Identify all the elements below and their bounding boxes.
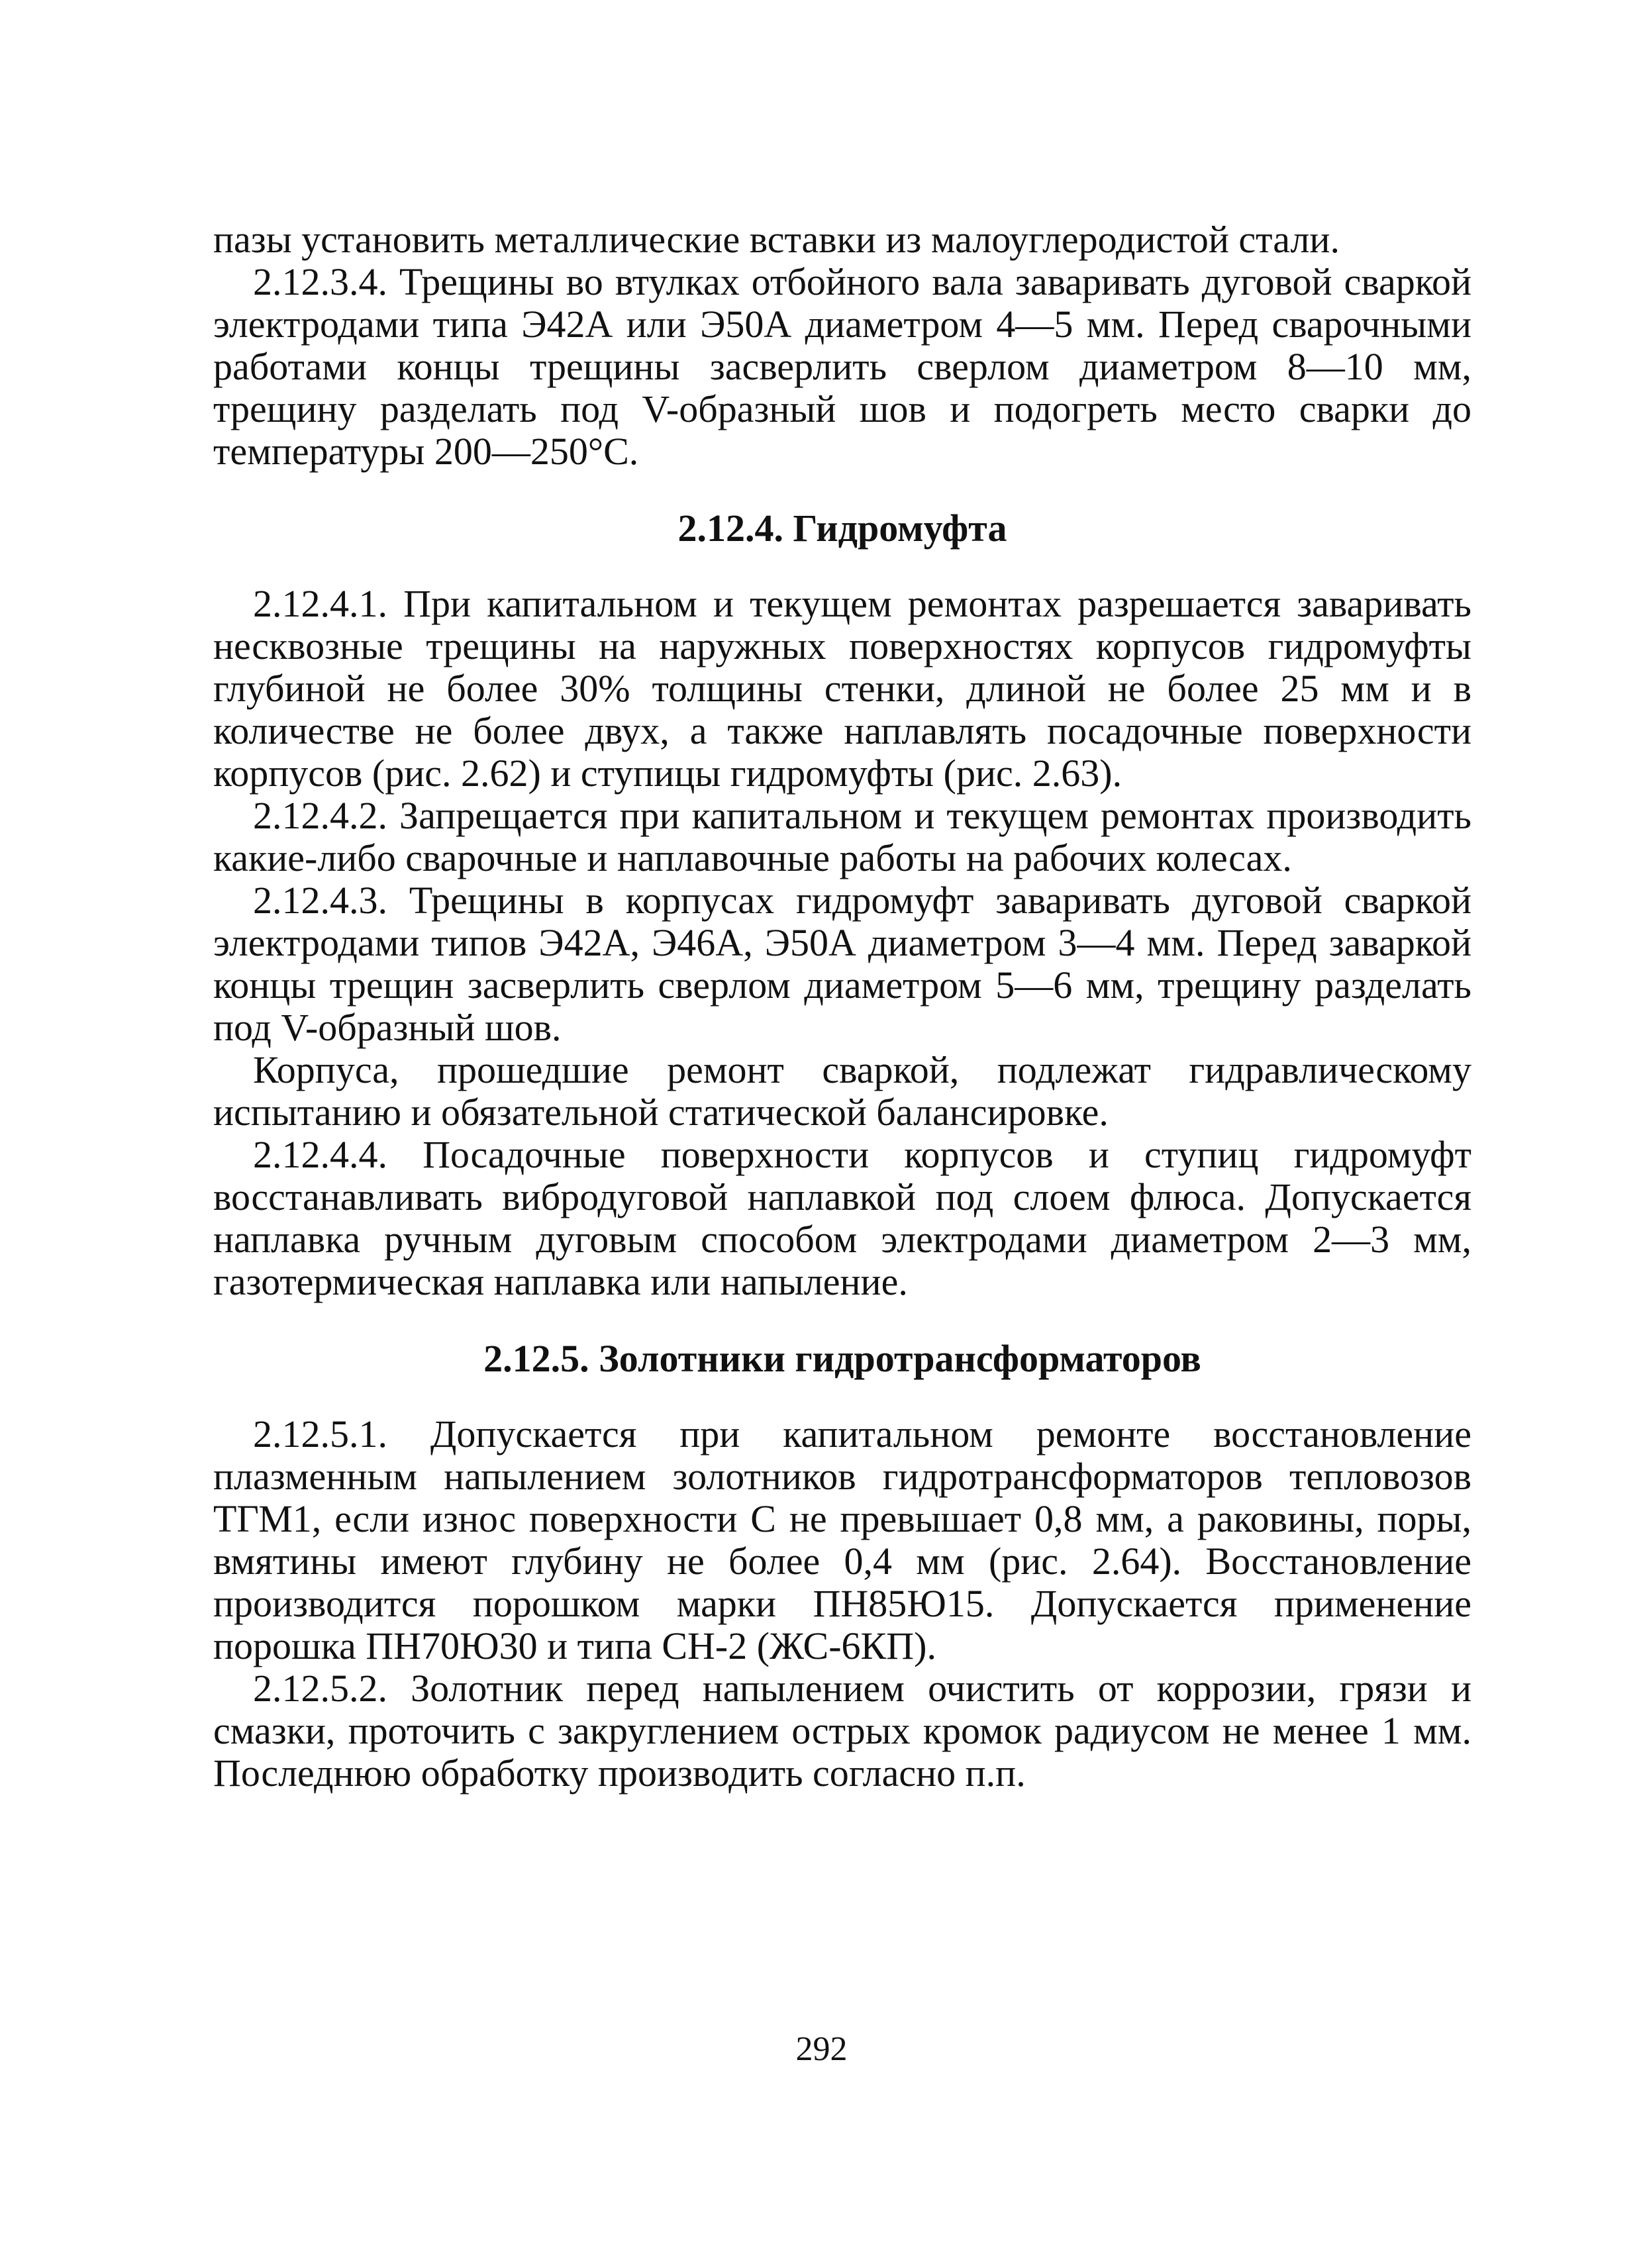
section-heading-hydrocoupling: 2.12.4. Гидромуфта	[677, 507, 1007, 550]
page-body	[213, 219, 1471, 1795]
paragraph-2-12-4-2: 2.12.4.2. Запрещается при капитальном и текущем ремонтах производить какие-либо сварочные и наплавочные работы на рабочих колесах.	[213, 794, 1471, 879]
paragraph-continuation: пазы установить металлические вставки из малоуглеродистой стали.	[213, 218, 1340, 261]
page-number: 292	[795, 2030, 848, 2068]
paragraph-2-12-4-4: 2.12.4.4. Посадочные поверхности корпусов и ступиц гидромуфт восстанавливать вибродуговой наплавкой под слоем флюса. Допускается наплавка ручным дуговым способом электродами диаметром 2—3 мм, газотермическая наплавка или напыление.	[213, 1133, 1471, 1303]
paragraph-2-12-3-4: 2.12.3.4. Трещины во втулках отбойного вала заваривать дуговой сваркой электродами типа Э42А или Э50А диаметром 4—5 мм. Перед сварочными работами концы трещины засверлить сверлом диаметром 8—10 мм, трещину разделать под V-образный шов и подогреть место сварки до температуры 200—250°С.	[213, 260, 1471, 473]
paragraph-housings-testing: Корпуса, прошедшие ремонт сваркой, подлежат гидравлическому испытанию и обязательной статической балансировке.	[213, 1048, 1471, 1134]
section-heading-spools: 2.12.5. Золотники гидротрансформаторов	[483, 1337, 1201, 1380]
paragraph-2-12-4-1: 2.12.4.1. При капитальном и текущем ремонтах разрешается заваривать несквозные трещины на наружных поверхностях корпусов гидромуфты глубиной не более 30% толщины стенки, длиной не более 25 мм и в количестве не более двух, а также наплавлять посадочные поверхности корпусов (рис. 2.62) и ступицы гидромуфты (рис. 2.63).	[213, 582, 1471, 795]
paragraph-2-12-5-2: 2.12.5.2. Золотник перед напылением очистить от коррозии, грязи и смазки, проточить с закруглением острых кромок радиусом не менее 1 мм. Последнюю обработку производить согласно п.п.	[213, 1667, 1471, 1795]
paragraph-2-12-4-3: 2.12.4.3. Трещины в корпусах гидромуфт заваривать дуговой сваркой электродами типов Э42А, Э46А, Э50А диаметром 3—4 мм. Перед заваркой концы трещин засверлить сверлом диаметром 5—6 мм, трещину разделать под V-образный шов.	[213, 879, 1471, 1049]
paragraph-2-12-5-1: 2.12.5.1. Допускается при капитальном ремонте восстановление плазменным напылением золотников гидротрансформаторов тепловозов ТГМ1, если износ поверхности С не превышает 0,8 мм, а раковины, поры, вмятины имеют глубину не более 0,4 мм (рис. 2.64). Восстановление производится порошком марки ПН85Ю15. Допускается применение порошка ПН70Ю30 и типа СН-2 (ЖС-6КП).	[213, 1412, 1471, 1667]
